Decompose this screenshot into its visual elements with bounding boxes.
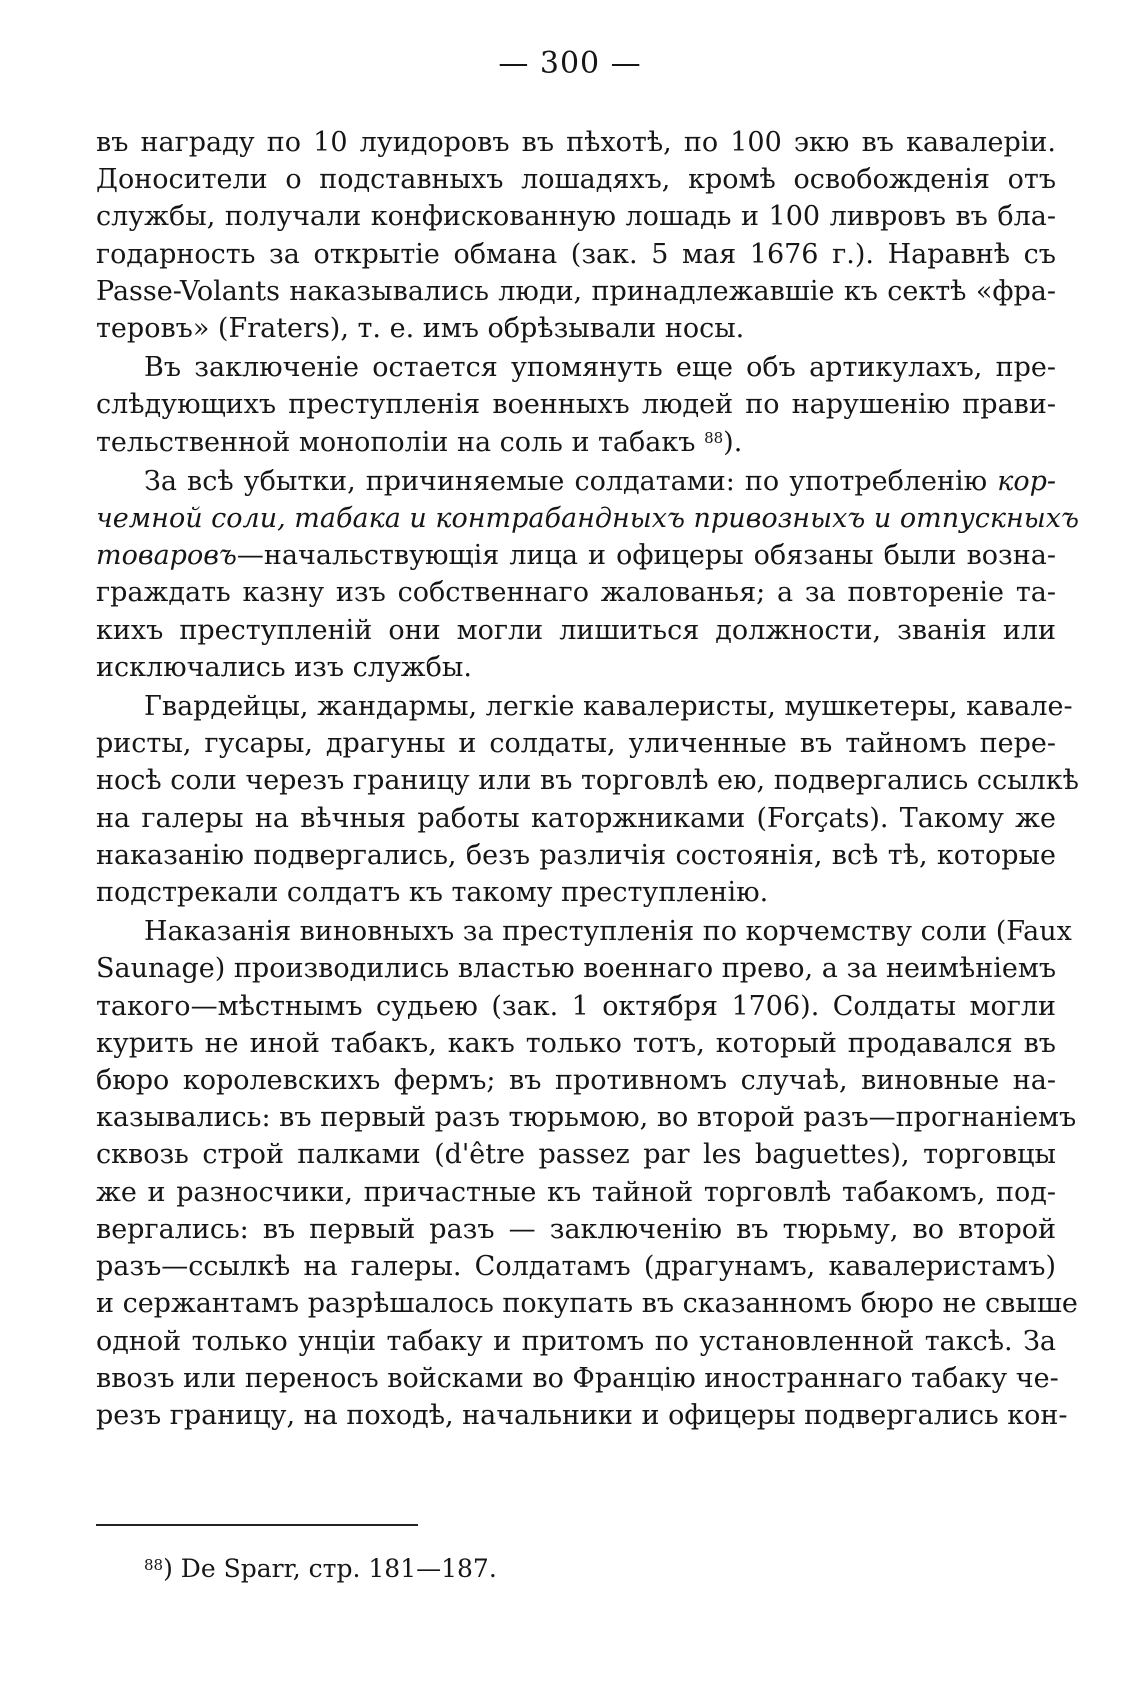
text-line: кихъ преступленій они могли лишиться должности, званія или bbox=[96, 614, 1056, 646]
text-line: Passe-Volants наказывались люди, принадлежавшіе къ сектѣ «фра- bbox=[96, 275, 1056, 307]
text-line: носѣ соли черезъ границу или въ торговлѣ ею, подвергались ссылкѣ bbox=[96, 765, 1079, 797]
text-line: курить не иной табакъ, какъ только тотъ, который продавался въ bbox=[96, 1027, 1056, 1059]
text-line: Въ заключеніе остается упомянуть еще объ артикулахъ, пре- bbox=[144, 352, 1056, 384]
text-line bbox=[96, 424, 1056, 461]
italic-segment: товаровъ bbox=[96, 540, 237, 572]
text-line: Гвардейцы, жандармы, легкіе кавалеристы, мушкетеры, кавале- bbox=[144, 691, 1073, 723]
text-segment: —начальствующія лица и офицеры обязаны были возна- bbox=[236, 540, 1056, 572]
text-line bbox=[96, 500, 1080, 537]
text-line: слѣдующихъ преступленія военныхъ людей по нарушенію прави- bbox=[96, 389, 1056, 421]
text-line: ввозъ или переносъ войсками во Францію иностраннаго табаку че- bbox=[96, 1362, 1059, 1394]
text-line: на галеры на вѣчныя работы каторжниками (Forçats). Такому же bbox=[96, 802, 1056, 834]
text-line: резъ границу, на походѣ, начальники и офицеры подвергались кон- bbox=[96, 1399, 1068, 1431]
text-line: граждать казну изъ собственнаго жалованья; а за повтореніе та- bbox=[96, 577, 1056, 609]
paragraph-2 bbox=[96, 349, 1056, 461]
text-line: такого—мѣстнымъ судьею (зак. 1 октября 1706). Солдаты могли bbox=[96, 990, 1056, 1022]
text-line: Доносители о подставныхъ лошадяхъ, кромѣ освобожденія отъ bbox=[96, 164, 1056, 196]
text-line: разъ—ссылкѣ на галеры. Солдатамъ (драгунамъ, кавалеристамъ) bbox=[96, 1251, 1056, 1283]
paragraph-5 bbox=[96, 913, 1078, 1434]
body-text bbox=[96, 124, 1080, 1434]
text-segment: За всѣ убытки, причиняемые солдатами: по употребленію bbox=[144, 465, 998, 497]
text-line: сквозь строй палками (d'être passez par les baguettes), торговцы bbox=[96, 1139, 1056, 1171]
text-line bbox=[96, 463, 1056, 500]
text-line: вергались: въ первый разъ — заключенію въ тюрьму, во второй bbox=[96, 1213, 1056, 1245]
text-line: и сержантамъ разрѣшалось покупать въ сказанномъ бюро не свыше bbox=[96, 1288, 1078, 1320]
text-line: ристы, гусары, драгуны и солдаты, уличенные въ тайномъ пере- bbox=[96, 728, 1056, 760]
footnote-marker: 88 bbox=[144, 1556, 164, 1574]
text-line: Saunage) производились властью военнаго прево, а за неимѣніемъ bbox=[96, 953, 1056, 985]
footnote-88 bbox=[144, 1552, 497, 1586]
text-line: въ награду по 10 луидоровъ въ пѣхотѣ, по 100 экю въ кавалеріи. bbox=[96, 127, 1056, 158]
text-line: наказанію подвергались, безъ различія состоянія, всѣ тѣ, которые bbox=[96, 839, 1056, 871]
text-line: одной только унціи табаку и притомъ по установленной таксѣ. За bbox=[96, 1325, 1056, 1357]
text-line: теровъ» (Fraters), т. е. имъ обрѣзывали носы. bbox=[96, 313, 745, 345]
footnote-ref-88: 88 bbox=[704, 428, 724, 447]
text-segment: тельственной монополіи на соль и табакъ bbox=[96, 426, 696, 458]
footnote-text: ) De Sparr, стр. 181—187. bbox=[163, 1554, 497, 1583]
page-number: — 300 — bbox=[498, 46, 642, 81]
text-line: бюро королевскихъ фермъ; въ противномъ случаѣ, виновные на- bbox=[96, 1065, 1056, 1097]
italic-segment: чемной соли, табака и контрабандныхъ привозныхъ и отпускныхъ bbox=[96, 503, 1080, 535]
text-line: казывались: въ первый разъ тюрьмою, во второй разъ—прогнаніемъ bbox=[96, 1102, 1077, 1134]
paragraph-4 bbox=[96, 688, 1079, 911]
footnote-divider bbox=[96, 1524, 418, 1526]
text-line: годарность за открытіе обмана (зак. 5 мая 1676 г.). Наравнѣ съ bbox=[96, 238, 1056, 270]
text-line: же и разносчики, причастные къ тайной торговлѣ табакомъ, под- bbox=[96, 1176, 1056, 1208]
text-line: Наказанія виновныхъ за преступленія по корчемству соли (Faux bbox=[144, 916, 1072, 948]
text-line bbox=[96, 537, 1056, 574]
text-line: исключались изъ службы. bbox=[96, 651, 472, 683]
paragraph-1 bbox=[96, 124, 1056, 347]
paragraph-3 bbox=[96, 463, 1080, 686]
italic-segment: кор- bbox=[997, 465, 1056, 497]
text-segment: ). bbox=[723, 426, 743, 458]
text-line: службы, получали конфискованную лошадь и 100 ливровъ въ бла- bbox=[96, 201, 1056, 233]
text-line: подстрекали солдатъ къ такому преступленію. bbox=[96, 877, 769, 909]
